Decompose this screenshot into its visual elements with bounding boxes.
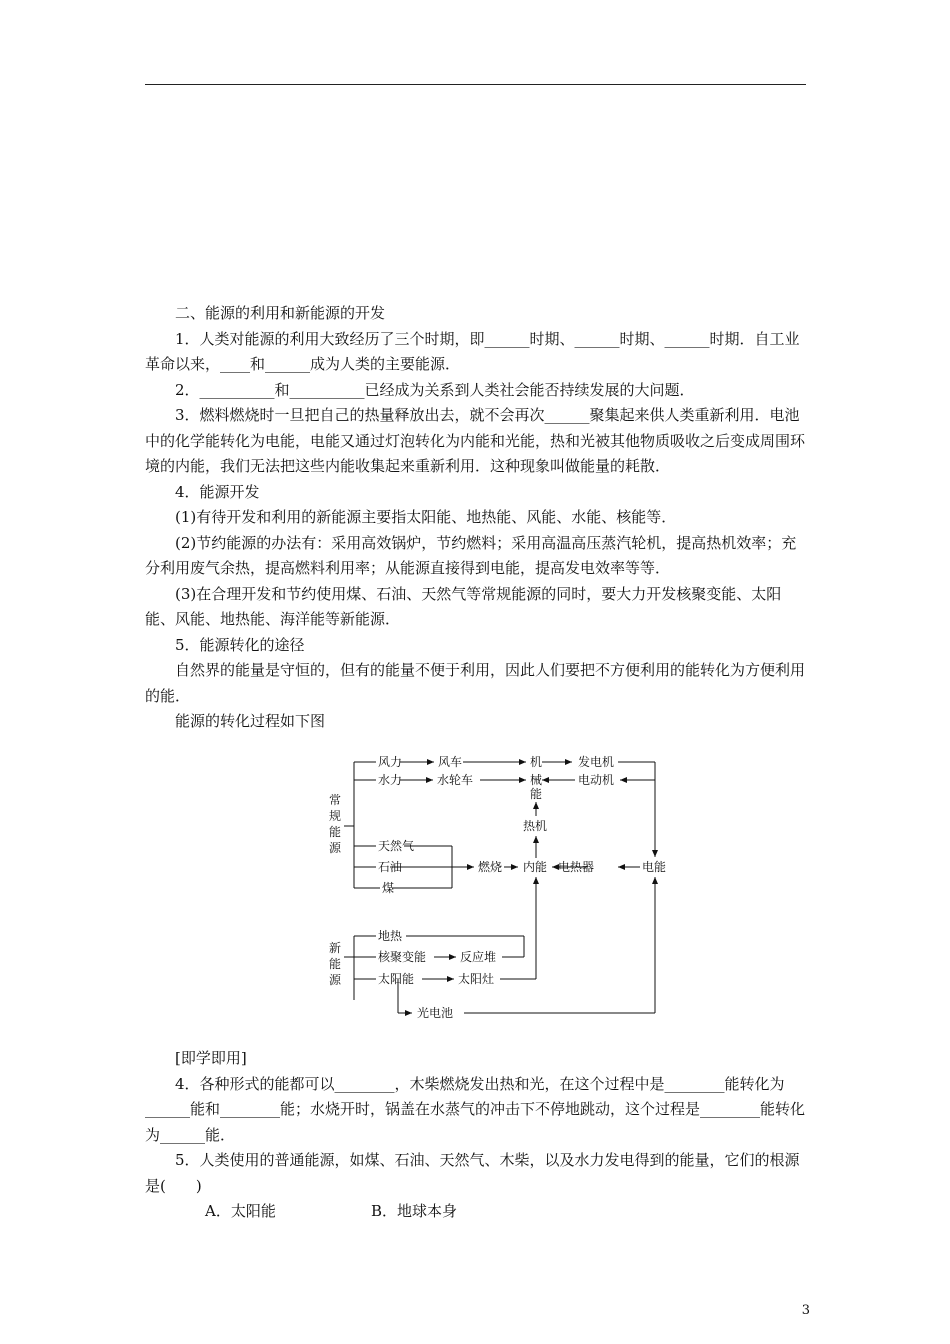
energy-conversion-diagram	[320, 746, 680, 1022]
section-lower	[145, 1046, 806, 1225]
diagram-mechanical-3: 能	[530, 787, 543, 801]
diagram-conventional-4: 源	[329, 841, 342, 855]
question-5-options	[145, 1199, 806, 1225]
diagram-generator: 发电机	[578, 755, 615, 769]
diagram-conventional-1: 常	[329, 793, 342, 807]
paragraph-4-3: (3)在合理开发和节约使用煤、石油、天然气等常规能源的同时，要大力开发核聚变能、太阳能、风能、地热能、海洋能等新能源．	[145, 584, 782, 628]
diagram-heat-engine: 热机	[523, 819, 548, 833]
paragraph-4-title: 4．能源开发	[175, 482, 260, 501]
paragraph-5-title: 5．能源转化的途径	[175, 635, 305, 654]
diagram-oil: 石油	[378, 860, 403, 874]
option-a[interactable]: A．太阳能	[205, 1202, 276, 1220]
diagram-new-3: 源	[329, 973, 342, 987]
section-title: 二、能源的利用和新能源的开发	[175, 304, 386, 322]
question-5: 5．人类使用的普通能源，如煤、石油、天然气、木柴，以及水力发电得到的能量，它们的根源是( )	[145, 1151, 800, 1195]
diagram-conventional-3: 能	[329, 825, 342, 839]
diagram-fusion: 核聚变能	[378, 950, 427, 964]
practice-title: [即学即用]	[175, 1049, 247, 1067]
diagram-windmill: 风车	[438, 755, 463, 769]
diagram-mechanical-1: 机	[530, 755, 543, 769]
diagram-water: 水力	[378, 773, 403, 787]
diagram-reactor: 反应堆	[460, 950, 497, 964]
diagram-solar: 太阳能	[378, 972, 415, 986]
diagram-internal: 内能	[523, 860, 548, 874]
diagram-geothermal: 地热	[378, 929, 403, 943]
diagram-natural-gas: 天然气	[378, 839, 415, 853]
paragraph-4-1: (1)有待开发和利用的新能源主要指太阳能、地热能、风能、水能、核能等．	[175, 508, 677, 526]
diagram-new-2: 能	[329, 957, 342, 971]
diagram-waterwheel: 水轮车	[437, 773, 474, 787]
header-rule	[145, 84, 806, 85]
diagram-electric: 电能	[642, 860, 667, 874]
paragraph-3: 3．燃料燃烧时一旦把自己的热量释放出去，就不会再次______聚集起来供人类重新利用．电池中的化学能转化为电能，电能又通过灯泡转化为内能和光能，热和光被其他物质吸收之后变成周围环境的内能，我们无法把这些内能收集起来重新利用．这种现象叫做能量的耗散．	[145, 406, 806, 475]
diagram-caption: 能源的转化过程如下图	[175, 712, 326, 730]
diagram-coal: 煤	[382, 881, 395, 895]
diagram-mechanical-2: 械	[530, 773, 543, 787]
paragraph-1: 1．人类对能源的利用大致经历了三个时期，即______时期、______时期、______时期．自工业革命以来，____和______成为人类的主要能源．	[145, 329, 800, 373]
section-upper	[145, 301, 806, 735]
question-4: 4．各种形式的能都可以________，木柴燃烧发出热和光，在这个过程中是________能转化为______能和________能；水烧开时，锅盖在水蒸气的冲击下不停地跳动，这个过程是________能转化为______能．	[145, 1074, 806, 1144]
paragraph-4-2: (2)节约能源的办法有：采用高效锅炉，节约燃料；采用高温高压蒸汽轮机，提高热机效率；充分利用废气余热，提高燃料利用率；从能源直接得到电能，提高发电效率等等．	[145, 533, 797, 577]
page-number: 3	[801, 1303, 810, 1318]
diagram-wind: 风力	[378, 755, 403, 769]
diagram-heater: 电热器	[558, 860, 595, 874]
paragraph-2: 2．__________和__________已经成为关系到人类社会能否持续发展的大问题．	[175, 380, 695, 399]
diagram-burning: 燃烧	[478, 860, 503, 874]
diagram-solar-stove: 太阳灶	[458, 972, 495, 986]
diagram-new-1: 新	[329, 941, 342, 955]
paragraph-5-body: 自然界的能量是守恒的，但有的能量不便于利用，因此人们要把不方便利用的能转化为方便利用的能．	[145, 661, 806, 705]
diagram-motor: 电动机	[578, 773, 615, 787]
diagram-conventional-2: 规	[329, 809, 342, 823]
diagram-solar-cell: 光电池	[417, 1006, 454, 1020]
option-b[interactable]: B．地球本身	[371, 1202, 458, 1220]
